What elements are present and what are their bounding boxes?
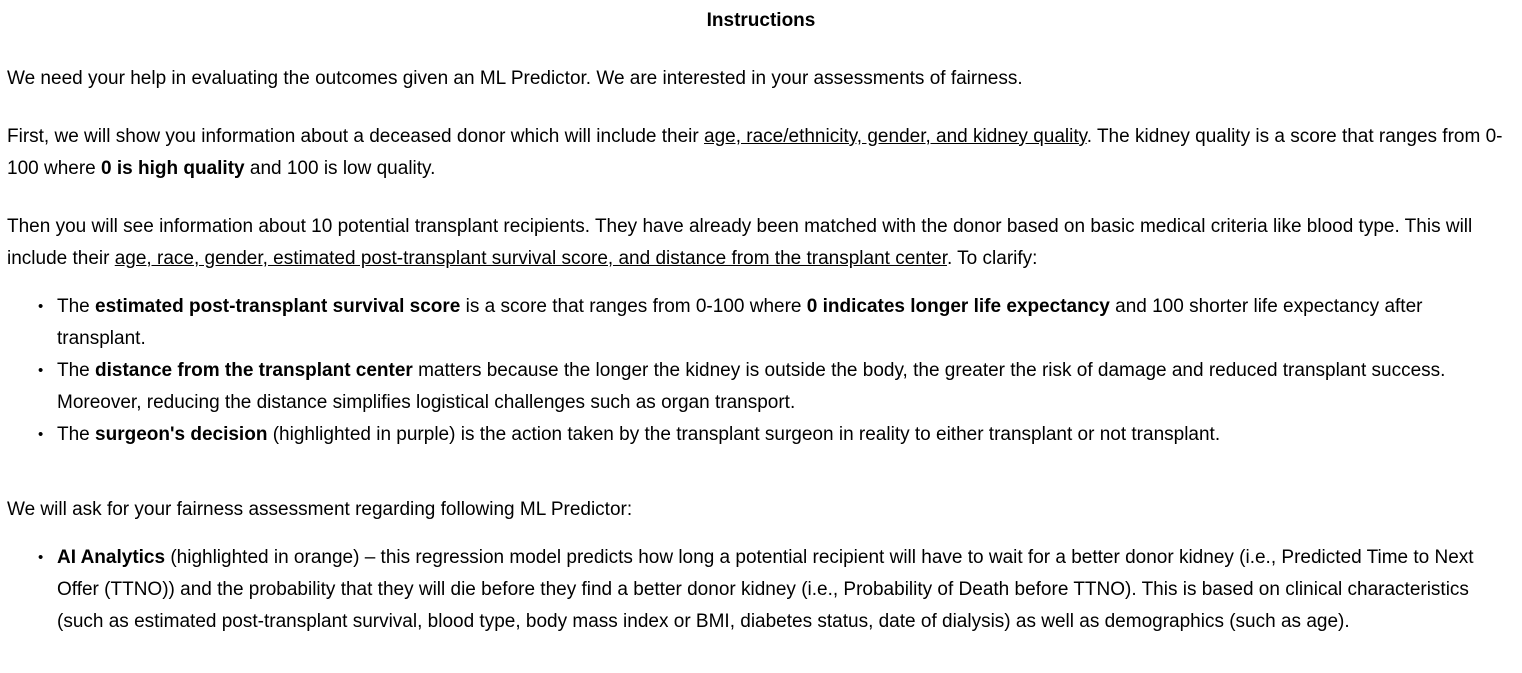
list-item-bold: estimated post-transplant survival score: [95, 296, 461, 317]
donor-text-pre: First, we will show you information about a deceased donor which will include their: [7, 126, 705, 147]
list-item-text: (highlighted in purple) is the action taken by the transplant surgeon in reality to either transplant or not transplant.: [267, 424, 1221, 445]
list-item: [57, 542, 1515, 638]
ask-paragraph: We will ask for your fairness assessment regarding following ML Predictor:: [7, 499, 633, 520]
recipients-text-pre: Then you will see information about 10 potential transplant recipients. They have already been matched with the donor based on basic medical criteria like blood type. This will include their: [7, 216, 1473, 269]
list-item-text: is a score that ranges from 0-100 where: [460, 296, 807, 317]
list-item: [57, 355, 1515, 419]
list-item: [57, 419, 1515, 451]
page-title: Instructions: [706, 10, 816, 31]
donor-quality-bold: 0 is high quality: [101, 158, 245, 179]
predictor-name-bold: AI Analytics: [57, 547, 166, 568]
list-item-bold: 0 indicates longer life expectancy: [806, 296, 1110, 317]
list-item-bold: surgeon's decision: [95, 424, 268, 445]
list-item-text: The: [57, 296, 96, 317]
list-item-bold: distance from the transplant center: [95, 360, 413, 381]
list-item-text: The: [57, 424, 96, 445]
recipients-paragraph: [7, 211, 1515, 275]
recipients-text-post: . To clarify:: [946, 248, 1038, 269]
donor-paragraph: [7, 121, 1515, 185]
intro-paragraph: We need your help in evaluating the outcomes given an ML Predictor. We are interested in your assessments of fairness.: [7, 68, 1023, 89]
list-item: [57, 291, 1515, 355]
list-item-text: The: [57, 360, 96, 381]
recipients-attributes-underlined: age, race, gender, estimated post-transplant survival score, and distance from the transplant center: [114, 248, 947, 269]
donor-attributes-underlined: age, race/ethnicity, gender, and kidney quality: [704, 126, 1087, 147]
list-item-text: and 100 shorter life expectancy after transplant.: [57, 296, 1423, 349]
predictor-description: (highlighted in orange) – this regression model predicts how long a potential recipient will have to wait for a better donor kidney (i.e., Predicted Time to Next Offer (TTNO)) and the probability that they will die before they find a better donor kidney (i.e., Probability of Death before TTNO). This is based on clinical characteristics (such as estimated post-transplant survival, blood type, body mass index or BMI, diabetes status, date of dialysis) as well as demographics (such as age).: [57, 547, 1474, 632]
clarify-list: [7, 291, 1515, 451]
donor-text-post: and 100 is low quality.: [244, 158, 436, 179]
list-item-text: matters because the longer the kidney is outside the body, the greater the risk of damage and reduced transplant success. Moreover, reducing the distance simplifies logistical challenges such as organ transport.: [57, 360, 1446, 413]
predictor-list: [7, 542, 1515, 638]
donor-text-mid: . The kidney quality is a score that ranges from 0-100 where: [7, 126, 1503, 179]
